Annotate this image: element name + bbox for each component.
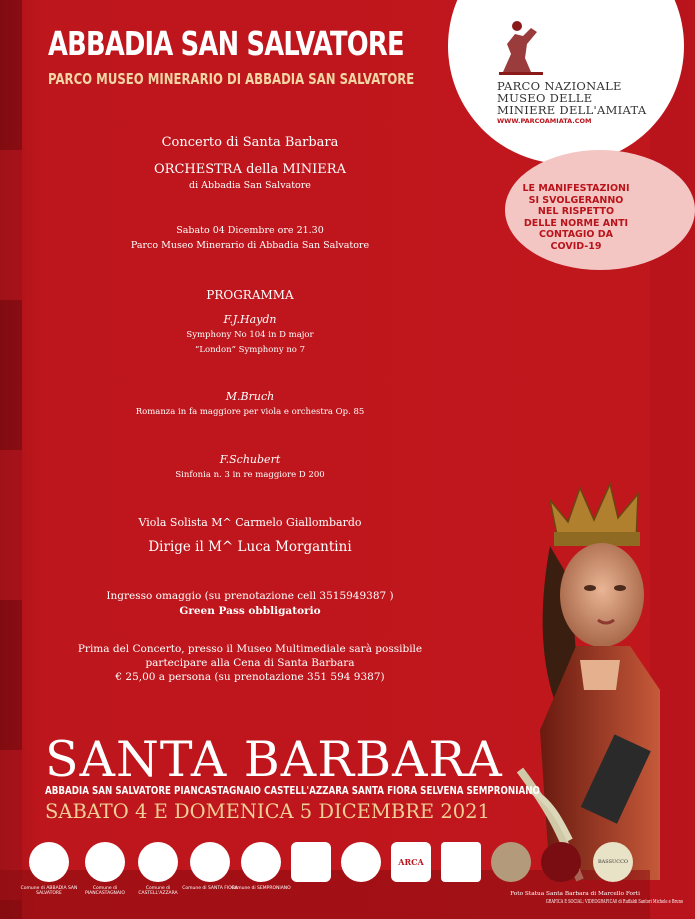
green-pass: Green Pass obbligatorio xyxy=(179,605,321,617)
parco-url[interactable]: WWW.PARCOAMIATA.COM xyxy=(497,117,592,125)
logo-11-icon xyxy=(541,842,581,882)
parco-line-1: PARCO NAZIONALE xyxy=(497,79,622,93)
castellazzara-crest-icon xyxy=(138,842,178,882)
logo-caption-4: Comune di SANTA FIORA xyxy=(182,886,238,891)
logo-10-icon xyxy=(491,842,531,882)
santa-barbara-statue xyxy=(520,470,660,880)
orchestra-name: ORCHESTRA della MINIERA xyxy=(154,162,346,177)
programma-heading: PROGRAMMA xyxy=(206,288,294,302)
miners-hammer-icon xyxy=(341,842,381,882)
arca-logo-icon: ARCA xyxy=(391,842,431,882)
conductor: Dirige il M^ Luca Morgantini xyxy=(148,539,352,555)
concert-title: Concerto di Santa Barbara xyxy=(161,135,339,150)
ingresso-line-1: Ingresso omaggio (su prenotazione cell 3515949387 ) xyxy=(106,590,394,602)
cena-line-1: Prima del Concerto, presso il Museo Multimediale sarà possibile xyxy=(77,643,423,655)
concert-date: Sabato 04 Dicembre ore 21.30 xyxy=(176,225,324,236)
parco-line-2: MUSEO DELLE xyxy=(497,91,593,105)
event-title: SANTA BARBARA xyxy=(45,731,503,788)
logo-6-icon xyxy=(291,842,331,882)
composer-3: F.Schubert xyxy=(219,453,281,466)
piancastagnaio-crest-icon xyxy=(85,842,125,882)
logo-caption-2: Comune di PIANCASTAGNAIO xyxy=(85,886,125,896)
parco-name xyxy=(497,80,646,116)
cena-line-2: partecipare alla Cena di Santa Barbara xyxy=(145,657,355,669)
santa-fiora-crest-icon xyxy=(190,842,230,882)
piece-1-line-2: “London” Symphony no 7 xyxy=(194,345,306,355)
credits xyxy=(488,890,684,906)
logo-caption-1: Comune di ABBADIA SAN SALVATORE xyxy=(20,886,78,896)
event-dates: SABATO 4 E DOMENICA 5 DICEMBRE 2021 xyxy=(45,800,490,823)
logo-caption-5: Comune di SEMPRONIANO xyxy=(231,886,291,891)
miner-logo-icon xyxy=(497,14,545,76)
composer-1: F.J.Haydn xyxy=(223,313,277,326)
concert-venue: Parco Museo Minerario di Abbadia San Salvatore xyxy=(130,240,370,251)
header-title: ABBADIA SAN SALVATORE xyxy=(48,24,404,63)
piece-3-line-1: Sinfonia n. 3 in re maggiore D 200 xyxy=(175,470,325,480)
semproniano-crest-icon xyxy=(241,842,281,882)
piece-1-line-1: Symphony No 104 in D major xyxy=(186,330,314,340)
cena-line-3: € 25,00 a persona (su prenotazione 351 594 9387) xyxy=(115,671,385,683)
abbadia-crest-icon xyxy=(29,842,69,882)
bassucco-logo-icon: BASSUCCO xyxy=(593,842,633,882)
credit-photo: Foto Statua Santa Barbara di Marcello Forti xyxy=(510,891,640,897)
orchestra-place: di Abbadia San Salvatore xyxy=(189,180,311,191)
piece-2-line-1: Romanza in fa maggiore per viola e orchestra Op. 85 xyxy=(135,407,365,417)
header-subtitle: PARCO MUSEO MINERARIO DI ABBADIA SAN SALVATORE xyxy=(48,70,415,88)
event-towns: ABBADIA SAN SALVATORE PIANCASTAGNAIO CASTELL'AZZARA SANTA FIORA SELVENA SEMPRONIANO xyxy=(45,785,540,797)
credit-grafica: GRAFICA E SOCIAL: VIDEOGRAFICA0 di Ruffaldi Santori Michele e Bruno xyxy=(545,899,684,905)
composer-2: M.Bruch xyxy=(225,390,275,403)
covid-notice: LE MANIFESTAZIONI SI SVOLGERANNO NEL RISPETTO DELLE NORME ANTI CONTAGIO DA COVID-19 xyxy=(522,183,630,252)
museo-logo-icon xyxy=(441,842,481,882)
parco-line-3: MINIERE DELL'AMIATA xyxy=(497,103,647,117)
soloist: Viola Solista M^ Carmelo Giallombardo xyxy=(138,516,362,529)
logo-caption-3: Comune di CASTELL'AZZARA xyxy=(138,886,178,896)
